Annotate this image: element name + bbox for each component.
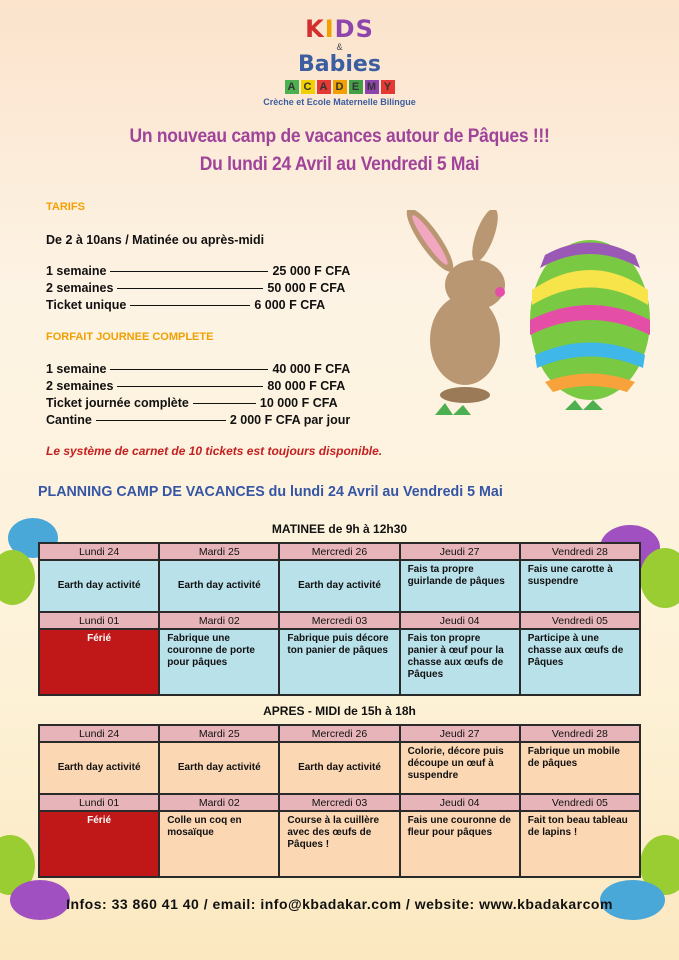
price-label: 2 semaines	[46, 379, 114, 393]
activity-cell: Earth day activité	[159, 560, 279, 612]
leader-line	[193, 403, 256, 404]
tarifs-heading: TARIFS	[46, 201, 85, 213]
leader-line	[110, 369, 268, 370]
leader-line	[117, 288, 263, 289]
day-header: Vendredi 05	[520, 612, 640, 629]
day-header: Vendredi 28	[520, 725, 640, 742]
price-row	[46, 413, 426, 428]
activity-cell: Participe à une chasse aux œufs de Pâques	[520, 629, 640, 695]
activity-cell: Course à la cuillère avec des œufs de Pâques !	[279, 811, 399, 877]
day-header: Lundi 01	[39, 794, 159, 811]
price-row	[46, 379, 426, 394]
activity-row	[39, 629, 640, 695]
activity-cell: Fais ta propre guirlande de pâques	[400, 560, 520, 612]
price-row	[46, 281, 426, 296]
price-row	[46, 362, 426, 377]
carnet-note: Le système de carnet de 10 tickets est toujours disponible.	[46, 444, 383, 458]
price-row	[46, 264, 426, 279]
date-range: Du lundi 24 Avril au Vendredi 5 Mai	[199, 154, 480, 175]
activity-cell: Earth day activité	[39, 742, 159, 794]
activity-cell: Earth day activité	[159, 742, 279, 794]
planning-section	[0, 522, 679, 913]
day-header: Mardi 25	[159, 543, 279, 560]
activity-cell: Férié	[39, 811, 159, 877]
price-label: Cantine	[46, 413, 92, 427]
price-label: Ticket unique	[46, 298, 127, 312]
academy-letter: D	[333, 80, 347, 94]
activity-cell: Earth day activité	[279, 560, 399, 612]
activity-cell: Colle un coq en mosaïque	[159, 811, 279, 877]
academy-letter: E	[349, 80, 363, 94]
leader-line	[117, 386, 263, 387]
day-header: Lundi 24	[39, 543, 159, 560]
day-header: Jeudi 27	[400, 725, 520, 742]
day-header: Mercredi 03	[279, 794, 399, 811]
price-label: 2 semaines	[46, 281, 114, 295]
academy-letter: A	[285, 80, 299, 94]
forfait-heading: FORFAIT JOURNEE COMPLETE	[46, 331, 214, 343]
day-header: Mardi 25	[159, 725, 279, 742]
day-header: Vendredi 28	[520, 543, 640, 560]
price-row	[46, 298, 426, 313]
leader-line	[96, 420, 226, 421]
day-header: Jeudi 27	[400, 543, 520, 560]
price-label: 1 semaine	[46, 362, 107, 376]
activity-cell: Fait ton beau tableau de lapins !	[520, 811, 640, 877]
apresmidi-table	[38, 724, 641, 878]
price-value: 10 000 F CFA	[259, 396, 338, 410]
activity-cell: Férié	[39, 629, 159, 695]
day-header: Mardi 02	[159, 612, 279, 629]
matinee-table	[38, 542, 641, 696]
activity-cell: Earth day activité	[39, 560, 159, 612]
day-header: Jeudi 04	[400, 612, 520, 629]
activity-cell: Fabrique puis décore ton panier de pâques	[279, 629, 399, 695]
price-label: 1 semaine	[46, 264, 107, 278]
academy-letter: M	[365, 80, 379, 94]
activity-cell: Fabrique un mobile de pâques	[520, 742, 640, 794]
academy-logo	[0, 16, 679, 108]
price-label: Ticket journée complète	[46, 396, 189, 410]
price-row	[46, 396, 426, 411]
day-header: Lundi 24	[39, 725, 159, 742]
day-header: Mercredi 26	[279, 725, 399, 742]
day-header: Jeudi 04	[400, 794, 520, 811]
activity-cell: Fabrique une couronne de porte pour pâques	[159, 629, 279, 695]
academy-letter: Y	[381, 80, 395, 94]
contact-footer: Infos: 33 860 41 40 / email: info@kbadakar.com / website: www.kbadakarcom	[66, 896, 613, 912]
planning-title: PLANNING CAMP DE VACANCES du lundi 24 Avril au Vendredi 5 Mai	[38, 483, 503, 500]
day-header-row	[39, 725, 640, 742]
leader-line	[110, 271, 268, 272]
price-value: 2 000 F CFA par jour	[229, 413, 351, 427]
day-header-row	[39, 612, 640, 629]
day-header-row	[39, 543, 640, 560]
logo-kids: KIDS	[305, 15, 374, 43]
academy-letter: A	[317, 80, 331, 94]
activity-row	[39, 742, 640, 794]
day-header: Vendredi 05	[520, 794, 640, 811]
activity-cell: Earth day activité	[279, 742, 399, 794]
headline: Un nouveau camp de vacances autour de Pâques !!!	[129, 126, 550, 147]
tarifs-subtitle: De 2 à 10ans / Matinée ou après-midi	[46, 233, 265, 247]
activity-row	[39, 811, 640, 877]
day-header: Lundi 01	[39, 612, 159, 629]
logo-amp: &	[336, 42, 343, 52]
easter-bunny-egg-illustration	[395, 210, 660, 430]
activity-row	[39, 560, 640, 612]
price-value: 80 000 F CFA	[267, 379, 346, 393]
apresmidi-title: APRES - MIDI de 15h à 18h	[263, 704, 416, 718]
matinee-title: MATINEE de 9h à 12h30	[271, 522, 408, 536]
activity-cell: Fais une carotte à suspendre	[520, 560, 640, 612]
logo-tagline: Crèche et Ecole Maternelle Bilingue	[263, 97, 416, 107]
day-header: Mercredi 03	[279, 612, 399, 629]
price-value: 50 000 F CFA	[267, 281, 346, 295]
logo-academy	[0, 80, 679, 94]
day-header-row	[39, 794, 640, 811]
price-value: 6 000 F CFA	[254, 298, 326, 312]
day-header: Mercredi 26	[279, 543, 399, 560]
day-header: Mardi 02	[159, 794, 279, 811]
activity-cell: Colorie, décore puis découpe un œuf à suspendre	[400, 742, 520, 794]
activity-cell: Fais une couronne de fleur pour pâques	[400, 811, 520, 877]
logo-babies: Babies	[298, 52, 381, 77]
price-value: 40 000 F CFA	[272, 362, 351, 376]
academy-letter: C	[301, 80, 315, 94]
leader-line	[130, 305, 250, 306]
price-value: 25 000 F CFA	[272, 264, 351, 278]
activity-cell: Fais ton propre panier à œuf pour la chasse aux œufs de Pâques	[400, 629, 520, 695]
